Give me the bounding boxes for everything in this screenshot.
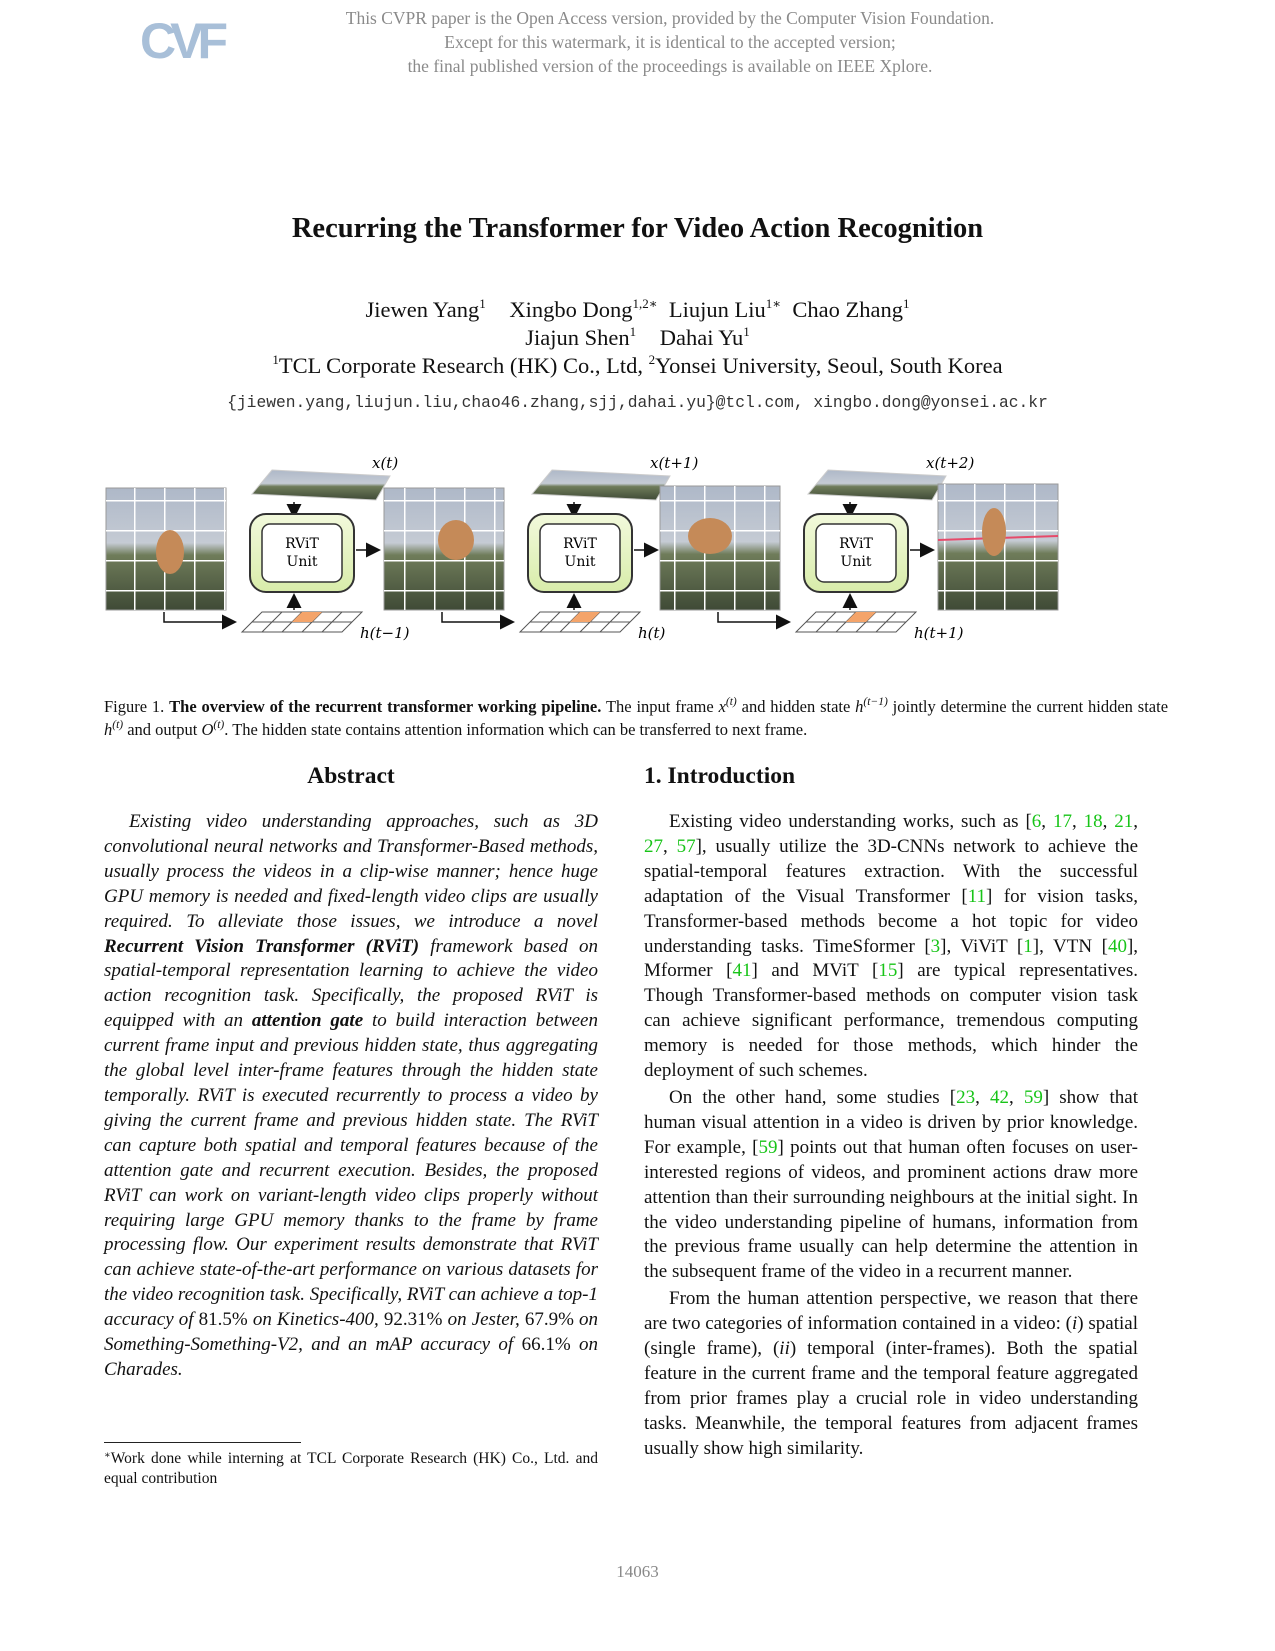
citation-link[interactable]: 41 xyxy=(732,960,752,982)
abstract-bold: Recurrent Vision Transformer (RViT) xyxy=(104,935,420,957)
result-value: 67.9% xyxy=(524,1309,574,1331)
caption-text: The input frame xyxy=(605,697,714,716)
cvf-logo-text: CVF xyxy=(140,13,222,69)
citation-link[interactable]: 3 xyxy=(930,935,941,957)
author-name: Jiewen Yang xyxy=(365,297,480,322)
caption-text: jointly determine the current hidden state xyxy=(892,697,1169,716)
hidden-label-3: h(t+1) xyxy=(914,624,964,642)
citation-link[interactable]: 17 xyxy=(1052,811,1072,832)
author-name: Liujun Liu xyxy=(668,297,766,322)
hidden-label-1: h(t−1) xyxy=(360,624,410,642)
affiliation-number: 1 xyxy=(272,352,279,367)
citation-link[interactable]: 21 xyxy=(1114,811,1134,832)
input-label-2: x(t+1) xyxy=(650,454,699,472)
introduction-column xyxy=(644,762,1138,1464)
input-frame-thumb-3 xyxy=(808,470,946,500)
author-affiliation: 1 xyxy=(743,324,750,339)
input-label-3: x(t+2) xyxy=(926,454,975,472)
open-access-watermark xyxy=(280,6,1060,78)
paper-title: Recurring the Transformer for Video Action Recognition xyxy=(291,213,984,244)
frame-group-1 xyxy=(106,454,410,642)
watermark-line: Except for this watermark, it is identical to the accepted version; xyxy=(444,32,896,52)
input-frame-thumb-2 xyxy=(532,470,670,500)
abstract-bold: attention gate xyxy=(251,1010,364,1032)
abstract-heading: Abstract xyxy=(307,763,395,789)
unit-label: Unit xyxy=(840,554,872,570)
input-frame-thumb-1 xyxy=(252,470,390,500)
rvit-label: RViT xyxy=(839,536,873,552)
affiliation-line xyxy=(0,352,1275,380)
author-block xyxy=(0,296,1275,380)
intro-paragraph-1: Existing video understanding works, such as [6, 17, 18, 21, 27, 57], usually utilize the 3D-CNNs network to achieve the spatial-temporal features extraction. With the successful adaptation of the Visual Transformer [11] for vision tasks, Transformer-based methods become a hot topic for video understanding tasks. TimeSformer [3], ViViT [1], VTN [40], Mformer [41] and MViT [15] are typical representatives. Though Transformer-based methods on computer vision task can achieve significant performance, tremendous computing memory is needed for those methods, which hinder the deployment of such schemes. xyxy=(644,811,1139,1082)
author-line-1 xyxy=(0,296,1275,324)
author-affiliation: 1,2∗ xyxy=(632,296,658,311)
author-affiliation: 1 xyxy=(629,324,637,339)
figure-pipeline xyxy=(104,454,1164,685)
rvit-label: RViT xyxy=(563,536,597,552)
input-label-1: x(t) xyxy=(372,454,399,472)
footnote xyxy=(104,1449,598,1489)
caption-label: Figure 1. xyxy=(104,697,165,716)
caption-text: . The hidden state contains attention information which can be transferred to next frame. xyxy=(224,720,808,739)
author-affiliation: 1 xyxy=(479,296,486,311)
author-affiliation: 1 xyxy=(902,296,910,311)
watermark-line: the final published version of the proceedings is available on IEEE Xplore. xyxy=(407,56,933,76)
citation-link[interactable]: 6 xyxy=(1031,811,1042,832)
frame-group-3 xyxy=(660,454,1058,642)
citation-link[interactable]: 59 xyxy=(758,1136,778,1158)
page-number: 14063 xyxy=(616,1562,659,1581)
introduction-heading: 1. Introduction xyxy=(644,763,796,789)
intro-paragraph-3: From the human attention perspective, we reason that there are two categories of information contained in a video: (i) spatial (single frame), (ii) temporal (inter-frames). Both the spatial feature in the current frame and the temporal feature aggregated from prior frames play a crucial role in video understanding tasks. Meanwhile, the temporal features from adjacent frames usually show high similarity. xyxy=(644,1288,1139,1459)
cvf-logo xyxy=(138,10,230,72)
author-name: Jiajun Shen xyxy=(525,325,630,350)
author-name: Xingbo Dong xyxy=(509,297,633,322)
affiliation-number: 2 xyxy=(648,352,656,367)
result-value: 81.5% xyxy=(198,1309,248,1331)
author-emails: {jiewen.yang,liujun.liu,chao46.zhang,sjj,dahai.yu}@tcl.com, xingbo.dong@yonsei.ac.kr xyxy=(227,393,1048,412)
abstract-column xyxy=(104,762,598,1383)
footnote-rule xyxy=(104,1442,301,1443)
citation-link[interactable]: 27 xyxy=(644,835,663,857)
intro-paragraph-2: On the other hand, some studies [23, 42, 59] show that human visual attention in a video is driven by prior knowledge. For example, [59] points out that human often focuses on user-interested regions of videos, and prominent actions draw more attention than their surrounding neighbours at the initial sight. In the video understanding pipeline of humans, information from the previous frame usually can help determine the attention in the subsequent frame of the video in a recurrent manner. xyxy=(644,1086,1139,1283)
citation-link[interactable]: 1 xyxy=(1023,935,1033,957)
citation-link[interactable]: 11 xyxy=(967,885,987,907)
footnote-mark: ∗ xyxy=(104,1450,111,1461)
author-name: Chao Zhang xyxy=(792,297,903,322)
result-value: 92.31% xyxy=(383,1309,443,1331)
author-line-2 xyxy=(0,324,1275,352)
footnote-text: Work done while interning at TCL Corporate Research (HK) Co., Ltd. and equal contribution xyxy=(104,1450,598,1487)
abstract-text: Existing video understanding approaches, such as 3D convolutional neural networks and Transformer-Based methods, usually process the videos in a clip-wise manner; hence huge GPU memory is needed and fixed-length video clips are usually required. To alleviate those issues, we introduce a novel Recurrent Vision Transformer (RViT) framework based on spatial-temporal representation learning to achieve the video action recognition task. Specifically, the proposed RViT is equipped with an attention gate to build interaction between current frame input and previous hidden state, thus aggregating the global level inter-frame features through the hidden state temporally. RViT is executed recurrently to process a video by giving the current frame and previous hidden state. The RViT can capture both spatial and temporal features because of the attention gate and recurrent execution. Besides, the proposed RViT can work on variant-length video clips properly without requiring large GPU memory thanks to the frame by frame processing flow. Our experiment results demonstrate that RViT can achieve state-of-the-art performance on various datasets for the video recognition task. Specifically, RViT can achieve a top-1 accuracy of 81.5% on Kinetics-400, 92.31% on Jester, 67.9% on Something-Something-V2, and an mAP accuracy of 66.1% on Charades. xyxy=(104,811,599,1380)
rvit-label: RViT xyxy=(285,536,319,552)
figure-caption: Figure 1. The overview of the recurrent transformer working pipeline. The input frame $x^{(t)}$ and hidden state $h^{(t-1)}$ jointly determine the current hidden state $h^{(t)}$ and output $O^{(t)}$. The hidden state contains attention information which can be transferred to next frame. xyxy=(104,696,1169,739)
unit-label: Unit xyxy=(286,554,318,570)
hidden-label-2: h(t) xyxy=(638,624,666,642)
frame-group-2 xyxy=(384,454,698,642)
caption-title: The overview of the recurrent transformer working pipeline. xyxy=(169,697,602,716)
citation-link[interactable]: 40 xyxy=(1107,935,1127,957)
author-affiliation: 1∗ xyxy=(765,296,782,311)
caption-text: and hidden state xyxy=(741,697,851,716)
watermark-line: This CVPR paper is the Open Access version, provided by the Computer Vision Foundation. xyxy=(345,8,995,28)
citation-link[interactable]: 15 xyxy=(878,960,898,982)
affiliation-name: Yonsei University, Seoul, South Korea xyxy=(655,353,1003,378)
citation-link[interactable]: 18 xyxy=(1083,811,1103,832)
affiliation-name: TCL Corporate Research (HK) Co., Ltd, xyxy=(278,353,643,378)
citation-link[interactable]: 57 xyxy=(676,835,696,857)
citation-link[interactable]: 23 xyxy=(956,1086,976,1108)
unit-label: Unit xyxy=(564,554,596,570)
citation-link[interactable]: 59 xyxy=(1023,1086,1043,1108)
author-name: Dahai Yu xyxy=(659,325,744,350)
result-value: 66.1% xyxy=(521,1334,571,1356)
caption-text: and output xyxy=(127,720,198,739)
citation-link[interactable]: 42 xyxy=(989,1086,1009,1108)
